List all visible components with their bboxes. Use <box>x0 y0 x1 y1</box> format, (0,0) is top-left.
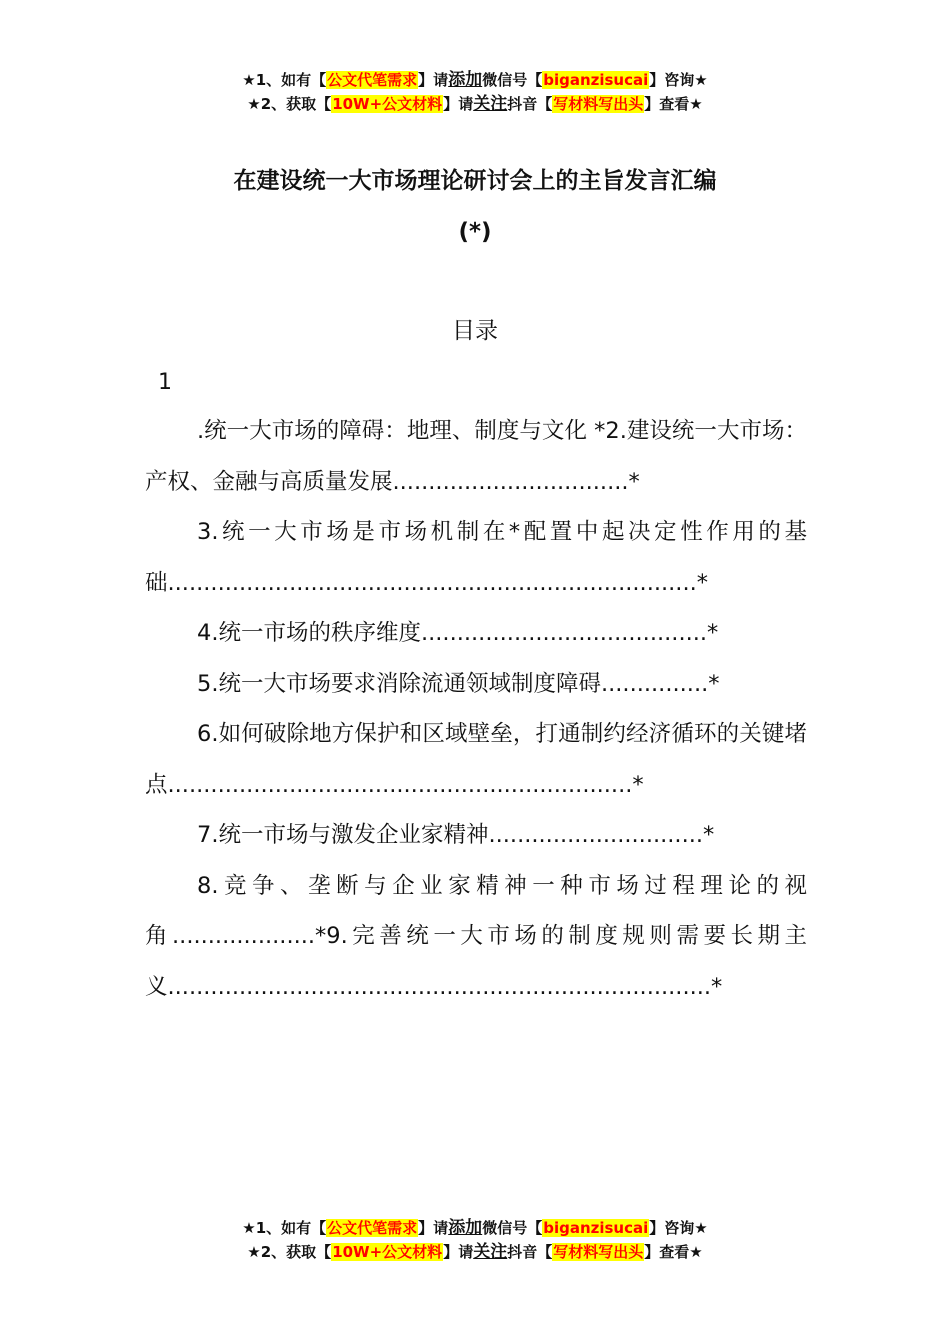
toc-heading: 目录 <box>452 318 498 344</box>
emphasis-follow: 关注 <box>473 1242 508 1262</box>
toc-number-start: 1 <box>158 370 172 395</box>
highlight-materials: 10W+公文材料 <box>332 1243 443 1261</box>
document-title-suffix: (*) <box>458 219 492 245</box>
document-title: 在建设统一大市场理论研讨会上的主旨发言汇编 <box>233 168 717 194</box>
highlight-materials: 10W+公文材料 <box>332 95 443 113</box>
emphasis-add: 添加 <box>448 70 483 90</box>
toc-entry: 3.统一大市场是市场机制在*配置中起决定性作用的基础..........................................................................* <box>145 519 807 596</box>
highlight-ghostwriting: 公文代笔需求 <box>327 1219 418 1237</box>
star-icon: ★ <box>247 95 261 113</box>
highlight-wechat-id: biganzisucai <box>543 71 649 89</box>
star-icon: ★ <box>242 1219 256 1237</box>
highlight-wechat-id: biganzisucai <box>543 1219 649 1237</box>
banner-line-2: ★2、获取【10W+公文材料】请关注抖音【写材料写出头】查看★ <box>247 94 703 114</box>
toc-entry: 7.统一市场与激发企业家精神..............................* <box>197 822 715 848</box>
star-icon: ★ <box>242 71 256 89</box>
table-of-contents <box>145 406 807 1012</box>
banner-line-1: ★1、如有【公文代笔需求】请添加微信号【biganzisucai】咨询★ <box>242 70 708 90</box>
toc-entry: 5.统一大市场要求消除流通领域制度障碍...............* <box>197 670 720 697</box>
toc-entry: 6.如何破除地方保护和区域壁垒，打通制约经济循环的关键堵点.................................................................* <box>145 721 807 798</box>
star-icon: ★ <box>247 1243 261 1261</box>
toc-entry: 8.竞争、垄断与企业家精神一种市场过程理论的视角....................*9.完善统一大市场的制度规则需要长期主义............................................................................* <box>145 872 807 1000</box>
highlight-douyin-account: 写材料写出头 <box>553 95 644 113</box>
header-banner <box>0 68 950 116</box>
highlight-ghostwriting: 公文代笔需求 <box>327 71 418 89</box>
emphasis-follow: 关注 <box>473 94 508 114</box>
emphasis-add: 添加 <box>448 1218 483 1238</box>
highlight-douyin-account: 写材料写出头 <box>553 1243 644 1261</box>
toc-entry: 4.统一市场的秩序维度........................................* <box>197 620 719 646</box>
footer-banner <box>0 1216 950 1264</box>
banner-line-2: ★2、获取【10W+公文材料】请关注抖音【写材料写出头】查看★ <box>247 1242 703 1262</box>
toc-entry: .统一大市场的障碍：地理、制度与文化 *2.建设统一大市场：产权、金融与高质量发展.................................* <box>145 418 807 495</box>
banner-line-1: ★1、如有【公文代笔需求】请添加微信号【biganzisucai】咨询★ <box>242 1218 708 1238</box>
